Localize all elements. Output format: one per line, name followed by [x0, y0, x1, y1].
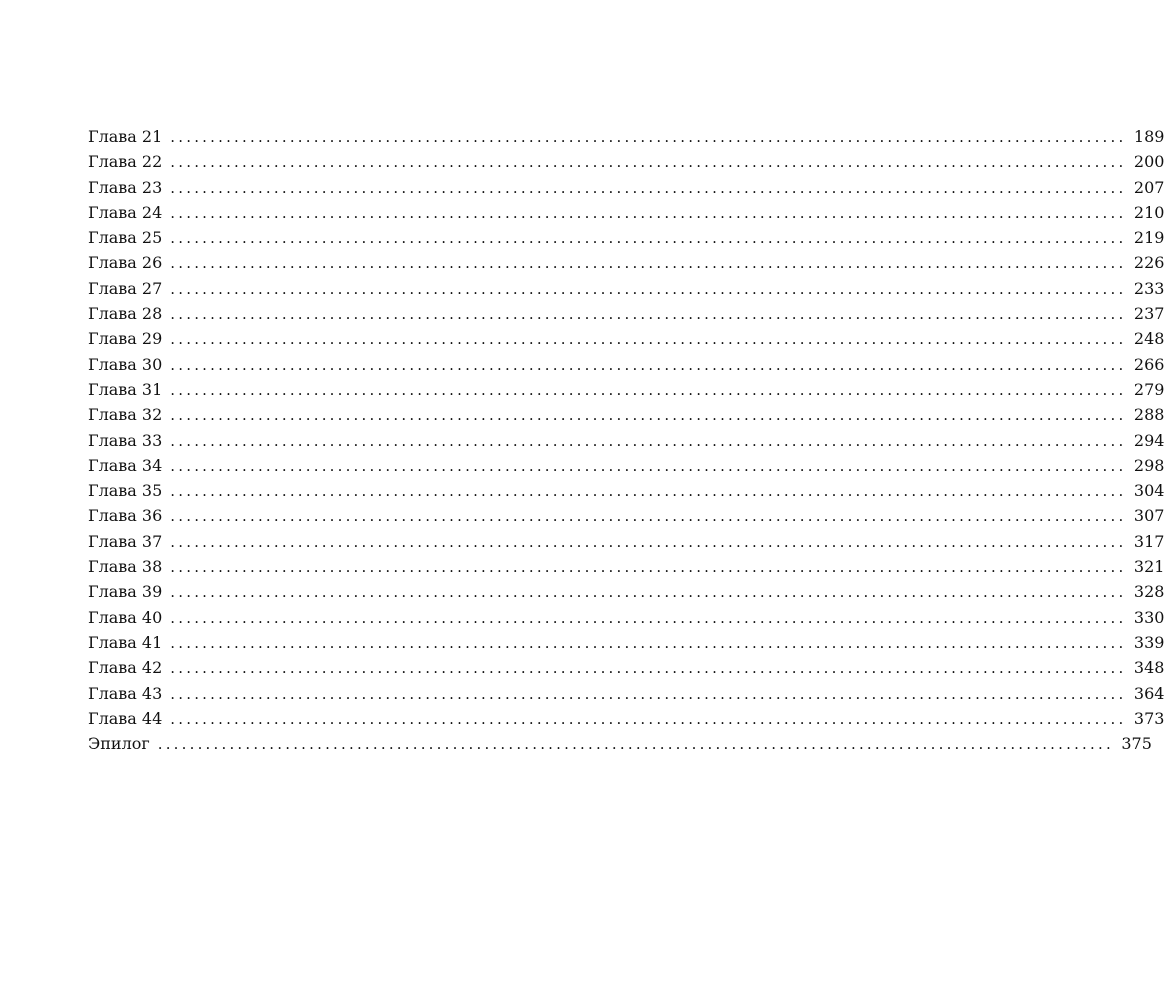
toc-entry-title: Глава 21	[88, 127, 163, 146]
toc-dot-leader: ........................................................................................................................	[170, 583, 1127, 602]
toc-entry-page: 317	[1133, 531, 1164, 551]
toc-entry-title: Глава 22	[88, 152, 163, 172]
toc-entry-title: Глава 35	[88, 481, 163, 501]
toc-entry-page: 307	[1133, 506, 1164, 526]
toc-entry-title: Глава 36	[88, 506, 163, 526]
toc-entry-page: 304	[1133, 481, 1164, 501]
toc-entry-title: Глава 38	[88, 557, 163, 577]
toc-entry-title: Глава 32	[88, 405, 163, 425]
toc-entry	[88, 681, 1164, 706]
toc-entry	[88, 706, 1164, 731]
toc-entry	[88, 149, 1164, 174]
toc-dot-leader: ........................................................................................................................	[170, 659, 1127, 678]
toc-entry-page: 233	[1133, 278, 1164, 298]
toc-entry-title: Глава 23	[88, 177, 163, 197]
toc-entry	[88, 326, 1164, 351]
toc-entry	[88, 225, 1164, 250]
toc-dot-leader: ........................................................................................................................	[170, 330, 1127, 349]
table-of-contents	[88, 124, 1164, 756]
toc-entry-page: 375	[1121, 734, 1152, 754]
toc-entry	[88, 605, 1164, 630]
toc-dot-leader: ........................................................................................................................	[170, 633, 1127, 652]
toc-entry-title: Глава 41	[88, 632, 163, 652]
toc-entry-title: Глава 28	[88, 304, 163, 324]
toc-entry-title: Глава 34	[88, 455, 163, 475]
toc-entry	[88, 579, 1164, 604]
toc-entry-page: 321	[1133, 557, 1164, 577]
toc-dot-leader: ........................................................................................................................	[170, 380, 1127, 399]
toc-entry-page: 330	[1133, 607, 1164, 627]
toc-dot-leader: ........................................................................................................................	[170, 456, 1127, 475]
toc-entry	[88, 529, 1164, 554]
toc-entry	[88, 731, 1152, 756]
toc-dot-leader: ........................................................................................................................	[170, 532, 1127, 551]
toc-entry-page: 373	[1133, 708, 1164, 728]
toc-entry-title: Глава 43	[88, 683, 163, 703]
toc-entry	[88, 402, 1164, 427]
toc-entry-title: Глава 42	[88, 658, 163, 678]
toc-entry-title: Глава 27	[88, 278, 163, 298]
toc-entry	[88, 453, 1164, 478]
toc-entry-page: 189	[1133, 127, 1164, 146]
toc-entry	[88, 428, 1164, 453]
toc-dot-leader: ........................................................................................................................	[170, 709, 1127, 728]
toc-dot-leader: ........................................................................................................................	[170, 482, 1127, 501]
toc-dot-leader: ........................................................................................................................	[170, 558, 1127, 577]
toc-entry	[88, 352, 1164, 377]
toc-entry	[88, 175, 1164, 200]
toc-entry-title: Глава 30	[88, 354, 163, 374]
toc-entry	[88, 276, 1164, 301]
toc-entry	[88, 200, 1164, 225]
toc-dot-leader: ........................................................................................................................	[170, 254, 1127, 273]
toc-entry-page: 339	[1133, 632, 1164, 652]
toc-dot-leader: ........................................................................................................................	[170, 229, 1127, 248]
toc-entry-page: 364	[1133, 683, 1164, 703]
toc-entry-title: Глава 25	[88, 228, 163, 248]
toc-entry-page: 226	[1133, 253, 1164, 273]
toc-entry-title: Глава 40	[88, 607, 163, 627]
toc-entry-page: 200	[1133, 152, 1164, 172]
toc-entry-page: 248	[1133, 329, 1164, 349]
toc-entry	[88, 478, 1164, 503]
toc-dot-leader: ........................................................................................................................	[170, 153, 1127, 172]
toc-entry	[88, 301, 1164, 326]
toc-dot-leader: ........................................................................................................................	[170, 178, 1127, 197]
toc-entry-title: Глава 33	[88, 430, 163, 450]
toc-entry-title: Эпилог	[88, 734, 150, 754]
toc-entry-page: 328	[1133, 582, 1164, 602]
toc-dot-leader: ........................................................................................................................	[170, 203, 1127, 222]
toc-dot-leader: ........................................................................................................................	[170, 684, 1127, 703]
toc-entry	[88, 630, 1164, 655]
toc-entry-page: 288	[1133, 405, 1164, 425]
toc-entry-page: 298	[1133, 455, 1164, 475]
toc-entry	[88, 554, 1164, 579]
toc-entry-page: 210	[1133, 202, 1164, 222]
toc-entry	[88, 503, 1164, 528]
toc-dot-leader: ........................................................................................................................	[170, 406, 1127, 425]
toc-entry-title: Глава 37	[88, 531, 163, 551]
toc-dot-leader: ........................................................................................................................	[170, 279, 1127, 298]
toc-entry	[88, 655, 1164, 680]
toc-entry-title: Глава 26	[88, 253, 163, 273]
toc-dot-leader: ........................................................................................................................	[157, 735, 1114, 754]
toc-entry-title: Глава 24	[88, 202, 163, 222]
toc-entry-page: 219	[1133, 228, 1164, 248]
toc-entry-page: 294	[1133, 430, 1164, 450]
toc-dot-leader: ........................................................................................................................	[170, 355, 1127, 374]
toc-entry-page: 237	[1133, 304, 1164, 324]
toc-entry-page: 207	[1133, 177, 1164, 197]
toc-entry-title: Глава 39	[88, 582, 163, 602]
toc-dot-leader: ........................................................................................................................	[170, 305, 1127, 324]
toc-entry-title: Глава 31	[88, 379, 163, 399]
toc-entry-page: 266	[1133, 354, 1164, 374]
toc-entry	[88, 377, 1164, 402]
toc-dot-leader: ........................................................................................................................	[170, 507, 1127, 526]
toc-entry	[88, 250, 1164, 275]
toc-dot-leader: ........................................................................................................................	[170, 608, 1127, 627]
toc-entry-page: 279	[1133, 379, 1164, 399]
toc-entry	[88, 124, 1164, 149]
toc-dot-leader: ........................................................................................................................	[170, 431, 1127, 450]
toc-entry-page: 348	[1133, 658, 1164, 678]
toc-entry-title: Глава 44	[88, 708, 163, 728]
toc-dot-leader: ........................................................................................................................	[170, 128, 1127, 146]
toc-entry-title: Глава 29	[88, 329, 163, 349]
